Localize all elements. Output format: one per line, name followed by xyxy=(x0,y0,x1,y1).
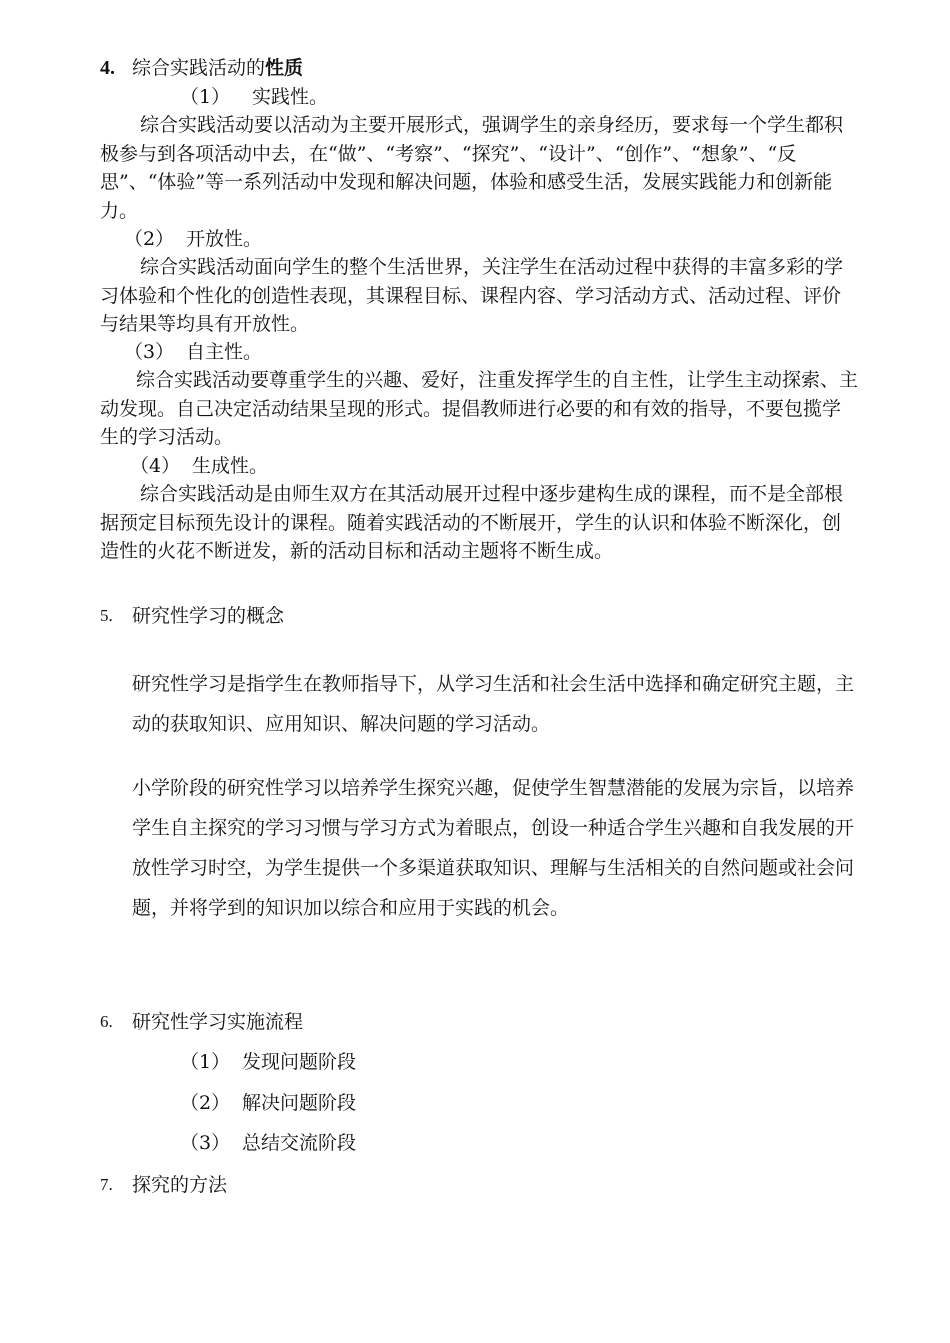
item-3-label: （3） xyxy=(124,341,175,363)
section-7-title: 探究的方法 xyxy=(132,1174,228,1196)
item-1-paragraph: 综合实践活动要以活动为主要开展形式，强调学生的亲身经历，要求每一个学生都积极参与到各项活动中去，在“做”、“考察”、“探究”、“设计”、“创作”、“想象”、“反思”、“体验”等一系列活动中发现和解决问题，体验和感受生活，发展实践能力和创新能力。 xyxy=(100,114,844,222)
item-1-label: （1） xyxy=(180,86,231,108)
section-4-title: 综合实践活动的 xyxy=(132,57,266,79)
section-5-paragraph-1: 研究性学习是指学生在教师指导下，从学习生活和社会生活中选择和确定研究主题，主动的获取知识、应用知识、解决问题的学习活动。 xyxy=(132,673,855,735)
step-2-label: （2） xyxy=(180,1092,231,1114)
section-5-title: 研究性学习的概念 xyxy=(132,605,285,627)
item-4-label: （4） xyxy=(130,455,181,477)
item-4-name: 生成性。 xyxy=(192,455,269,477)
section-6-number: 6. xyxy=(100,1012,113,1031)
section-6-title: 研究性学习实施流程 xyxy=(132,1011,304,1033)
item-3-name: 自主性。 xyxy=(186,341,263,363)
step-1-text: 发现问题阶段 xyxy=(242,1051,357,1073)
item-2-name: 开放性。 xyxy=(186,228,263,250)
item-2-paragraph: 综合实践活动面向学生的整个生活世界，关注学生在活动过程中获得的丰富多彩的学习体验和个性化的创造性表现，其课程目标、课程内容、学习活动方式、活动过程、评价与结果等均具有开放性。 xyxy=(100,256,844,335)
step-1-label: （1） xyxy=(180,1051,231,1073)
section-7-number: 7. xyxy=(100,1175,113,1194)
section-5-paragraph-2: 小学阶段的研究性学习以培养学生探究兴趣，促使学生智慧潜能的发展为宗旨，以培养学生自主探究的学习习惯与学习方式为着眼点，创设一种适合学生兴趣和自我发展的开放性学习时空，为学生提供一个多渠道获取知识、理解与生活相关的自然问题或社会问题，并将学到的知识加以综合和应用于实践的机会。 xyxy=(132,777,855,919)
step-2-text: 解决问题阶段 xyxy=(242,1092,357,1114)
item-2-label: （2） xyxy=(124,228,175,250)
step-3-text: 总结交流阶段 xyxy=(242,1132,357,1154)
section-4-number: 4. xyxy=(100,57,115,79)
item-3-paragraph: 综合实践活动要尊重学生的兴趣、爱好，注重发挥学生的自主性，让学生主动探索、主动发现。自己决定活动结果呈现的形式。提倡教师进行必要的和有效的指导，不要包揽学生的学习活动。 xyxy=(100,369,859,448)
step-3-label: （3） xyxy=(180,1132,231,1154)
item-4-paragraph: 综合实践活动是由师生双方在其活动展开过程中逐步建构生成的课程，而不是全部根据预定目标预先设计的课程。随着实践活动的不断展开，学生的认识和体验不断深化，创造性的火花不断迸发，新的活动目标和活动主题将不断生成。 xyxy=(100,483,844,562)
item-1-name: 实践性。 xyxy=(252,86,329,108)
section-4-title-bold: 性质 xyxy=(265,57,304,79)
section-5-number: 5. xyxy=(100,606,113,625)
